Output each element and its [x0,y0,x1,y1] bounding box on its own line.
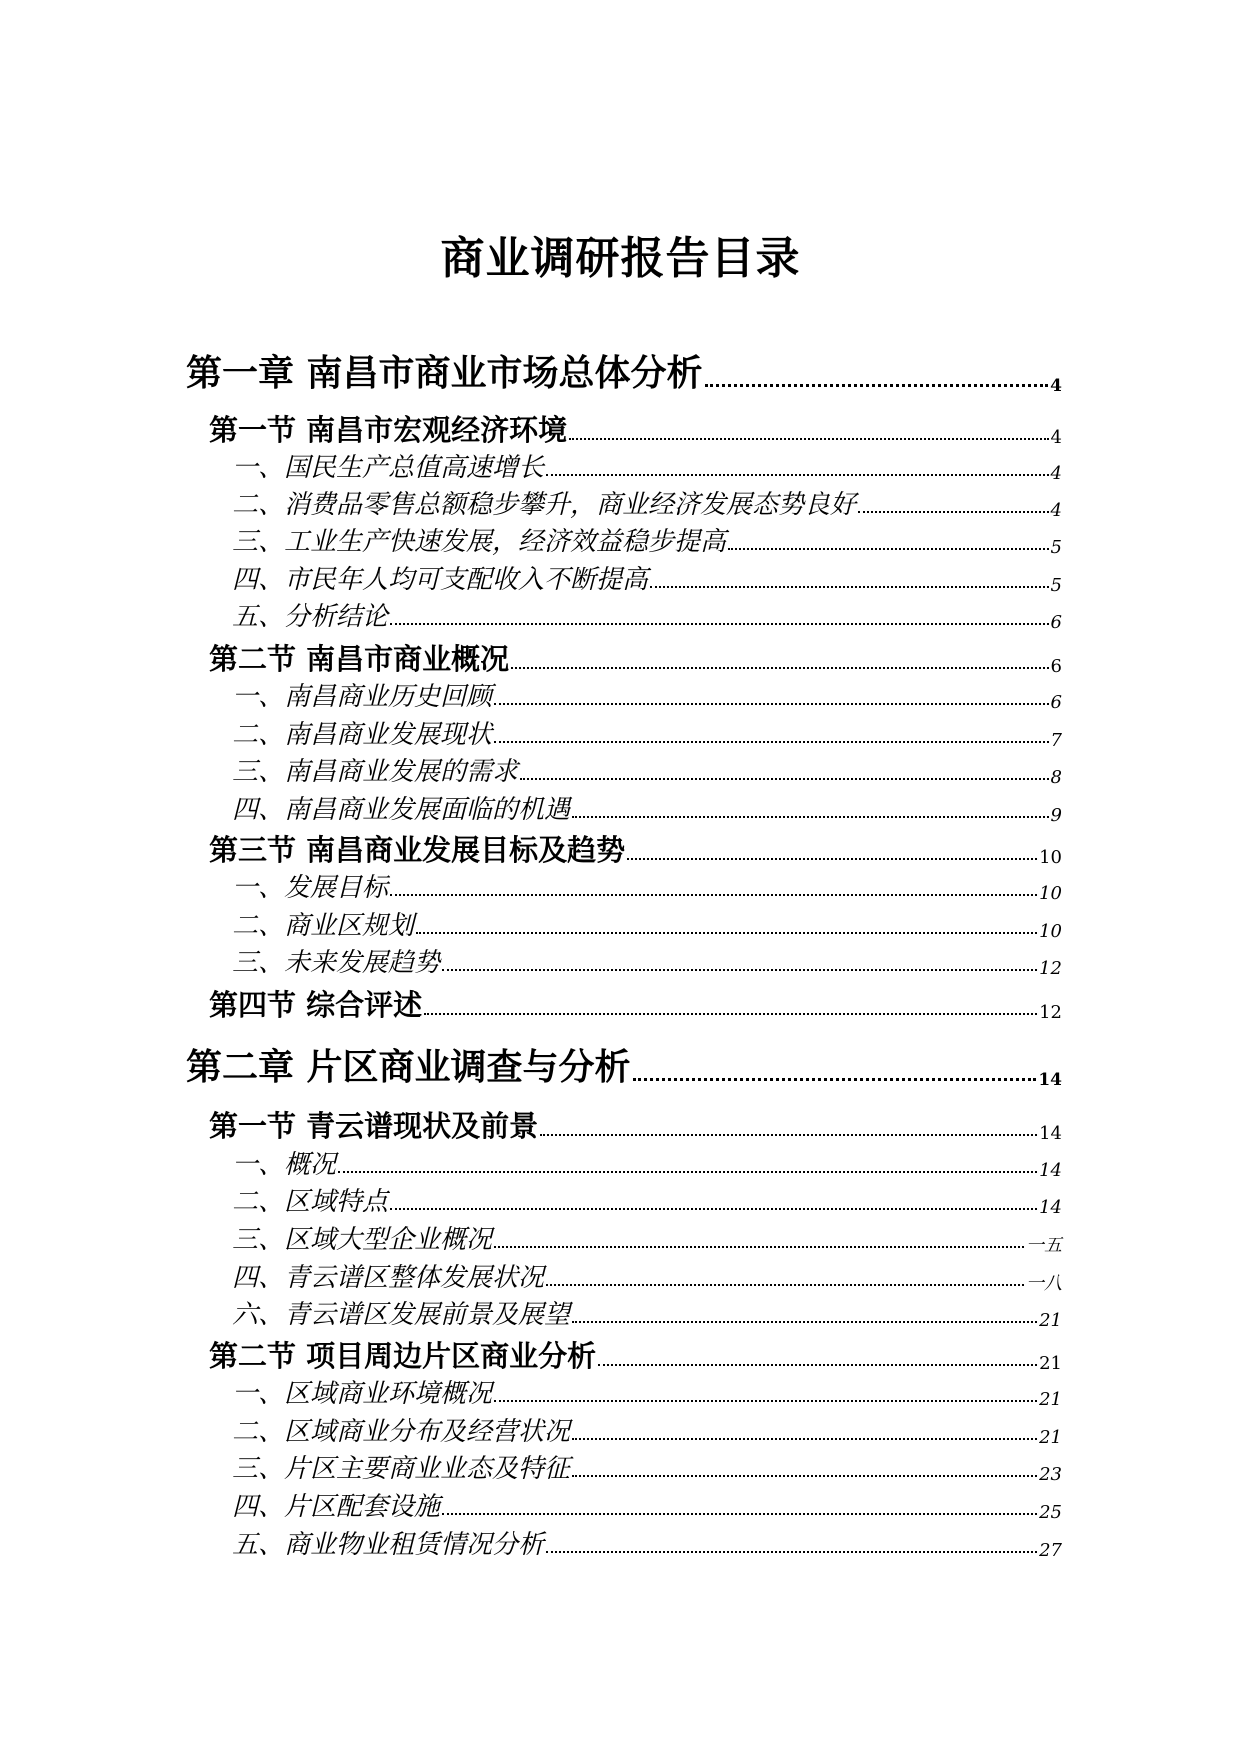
toc-page-number: 10 [1039,847,1062,868]
toc-label: 三、片区主要商业业态及特征 [232,1454,571,1484]
toc-leader [390,894,1037,896]
toc-item[interactable] [232,564,1062,596]
toc-item[interactable] [232,1416,1062,1448]
toc-leader [494,1400,1037,1402]
toc-label: 四、青云谱区整体发展状况 [232,1263,545,1293]
toc-page-number: 21 [1039,1353,1062,1374]
toc-label: 五、商业物业租赁情况分析 [232,1530,545,1560]
toc-label: 五、分析结论 [232,602,389,632]
toc-label: 二、南昌商业发展现状 [232,720,493,750]
toc-section-2-1[interactable] [209,1108,1062,1144]
toc-section-1-3[interactable] [209,832,1062,868]
toc-leader [546,1551,1037,1553]
toc-leader [546,474,1049,476]
toc-item[interactable] [232,1529,1062,1561]
toc-leader [494,1246,1024,1248]
toc-page-number: 5 [1050,537,1062,558]
toc-label: 一、区域商业环境概况 [232,1379,493,1409]
toc-section-1-2[interactable] [209,641,1062,677]
toc-page-number: 一八 [1026,1273,1062,1294]
toc-item[interactable] [232,681,1062,713]
toc-label: 四、市民年人均可支配收入不断提高 [232,565,649,595]
toc-section-2-2[interactable] [209,1338,1062,1374]
toc-leader [546,1284,1024,1286]
toc-label: 三、南昌商业发展的需求 [232,757,519,787]
toc-label: 第一节 青云谱现状及前景 [209,1109,539,1143]
toc-label: 二、区域商业分布及经营状况 [232,1417,571,1447]
toc-item[interactable] [232,910,1062,942]
toc-chapter-2[interactable] [186,1046,1062,1090]
toc-label: 四、南昌商业发展面临的机遇 [232,795,571,825]
toc-leader [650,586,1049,588]
toc-label: 第二节 南昌市商业概况 [209,642,510,676]
toc-label: 一、南昌商业历史回顾 [232,682,493,712]
toc-leader [540,1134,1037,1136]
toc-item[interactable] [232,1491,1062,1523]
toc-section-1-4[interactable] [209,987,1062,1023]
toc-label: 第四节 综合评述 [209,988,423,1022]
toc-leader [705,384,1049,387]
toc-page-number: 7 [1050,730,1062,751]
toc-label: 一、国民生产总值高速增长 [232,453,545,483]
toc-page-number: 4 [1050,427,1062,448]
toc-item[interactable] [232,1224,1062,1256]
toc-leader [511,667,1048,669]
toc-item[interactable] [232,1262,1062,1294]
toc-page-number: 14 [1038,1070,1062,1090]
toc-label: 二、消费品零售总额稳步攀升，商业经济发展态势良好 [232,490,857,520]
toc-page-number: 12 [1039,1002,1062,1023]
toc-leader [572,1321,1037,1323]
toc-page-number: 21 [1039,1310,1062,1331]
toc-leader [520,778,1049,780]
toc-leader [424,1013,1037,1015]
toc-page-number: 6 [1050,612,1062,633]
toc-page-number: 9 [1050,805,1062,826]
toc-leader [494,741,1049,743]
toc-label: 三、工业生产快速发展，经济效益稳步提高 [232,527,727,557]
toc-page-number: 12 [1039,958,1062,979]
toc-label: 二、区域特点 [232,1187,389,1217]
toc-leader [572,1475,1037,1477]
toc-label: 第二章 片区商业调查与分析 [186,1047,631,1088]
toc-page-number: 10 [1039,921,1062,942]
toc-page-number: 14 [1039,1123,1062,1144]
toc-label: 第二节 项目周边片区商业分析 [209,1339,597,1373]
toc-page-number: 4 [1050,376,1062,396]
toc-leader [338,1171,1037,1173]
toc-item[interactable] [232,601,1062,633]
toc-leader [494,703,1049,705]
toc-leader [572,816,1049,818]
toc-item[interactable] [232,1149,1062,1181]
toc-page-number: 23 [1039,1464,1062,1485]
toc-page-number: 25 [1039,1502,1062,1523]
toc-section-1-1[interactable] [209,412,1062,448]
toc-item[interactable] [232,794,1062,826]
toc-page-number: 8 [1050,767,1062,788]
toc-item[interactable] [232,1378,1062,1410]
toc-item[interactable] [232,719,1062,751]
toc-label: 二、商业区规划 [232,911,415,941]
document-title: 商业调研报告目录 [440,233,801,284]
toc-label: 一、发展目标 [232,873,389,903]
toc-label: 第三节 南昌商业发展目标及趋势 [209,833,626,867]
toc-label: 三、未来发展趋势 [232,948,441,978]
toc-page-number: 5 [1050,575,1062,596]
toc-leader [858,511,1049,513]
toc-leader [633,1078,1037,1081]
toc-leader [598,1364,1037,1366]
toc-page-number: 10 [1039,883,1062,904]
toc-item[interactable] [232,1186,1062,1218]
toc-page-number: 6 [1050,692,1062,713]
toc-item[interactable] [232,872,1062,904]
toc-page-number: 21 [1039,1389,1062,1410]
toc-item[interactable] [232,526,1062,558]
toc-leader [390,1208,1037,1210]
toc-item[interactable] [232,1299,1062,1331]
toc-leader [390,623,1049,625]
toc-leader [572,1438,1037,1440]
toc-item[interactable] [232,452,1062,484]
toc-page-number: 14 [1039,1160,1062,1181]
toc-leader [627,858,1037,860]
toc-item[interactable] [232,489,1062,521]
toc-page-number: 21 [1039,1427,1062,1448]
toc-leader [442,969,1037,971]
toc-label: 一、概况 [232,1150,337,1180]
toc-item[interactable] [232,1453,1062,1485]
toc-page-number: 4 [1050,500,1062,521]
toc-page-number: 6 [1050,656,1062,677]
toc-item[interactable] [232,947,1062,979]
toc-page-number: 4 [1050,463,1062,484]
toc-page-number: 一五 [1026,1235,1062,1256]
toc-page-number: 27 [1039,1540,1062,1561]
toc-leader [728,548,1049,550]
toc-leader [416,932,1037,934]
toc-label: 三、区域大型企业概况 [232,1225,493,1255]
toc-leader [442,1513,1037,1515]
toc-label: 第一节 南昌市宏观经济环境 [209,413,568,447]
toc-label: 第一章 南昌市商业市场总体分析 [186,353,703,394]
toc-leader [569,438,1048,440]
toc-chapter-1[interactable] [186,352,1062,396]
toc-item[interactable] [232,756,1062,788]
toc-label: 六、青云谱区发展前景及展望 [232,1300,571,1330]
toc-label: 四、片区配套设施 [232,1492,441,1522]
toc-page-number: 14 [1039,1197,1062,1218]
